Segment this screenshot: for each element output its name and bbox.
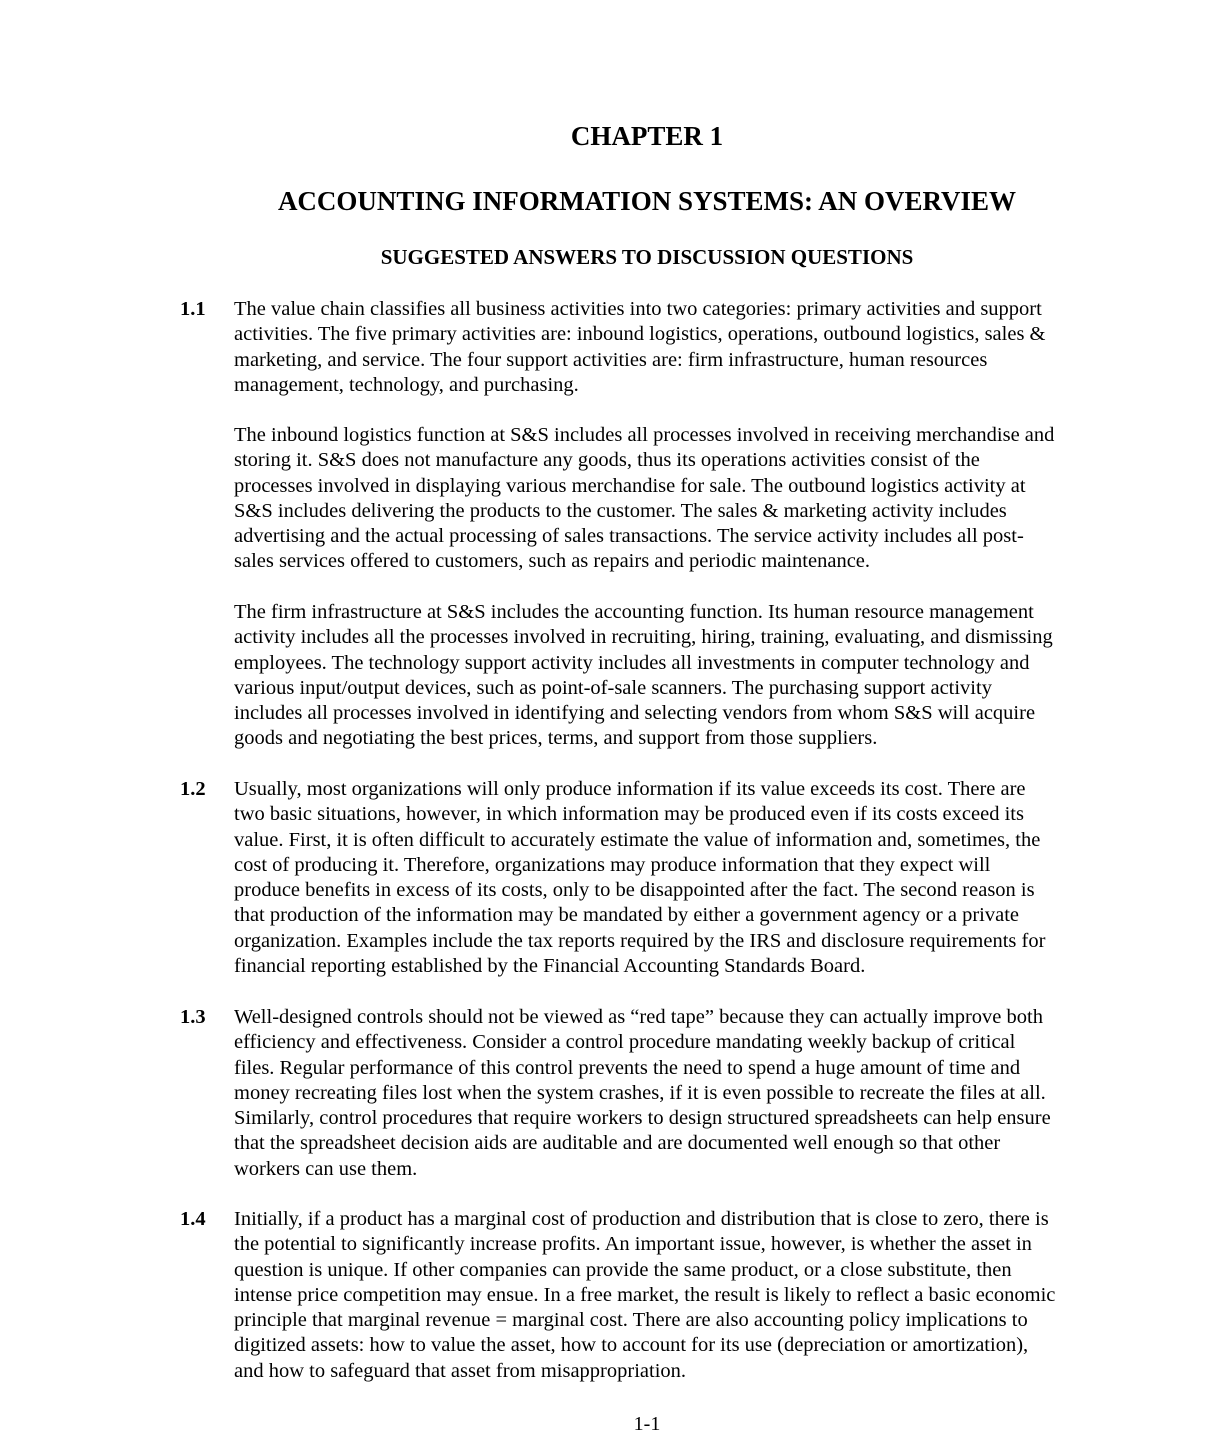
text-line: management, technology, and purchasing. (234, 373, 579, 396)
text-line: storing it. S&S does not manufacture any goods, thus its operations activities consist of the (234, 449, 980, 472)
text-line: advertising and the actual processing of sales transactions. The service activity includes all post- (234, 525, 1024, 548)
text-line: that the spreadsheet decision aids are auditable and are documented well enough so that other (234, 1132, 1001, 1155)
text-line: marketing, and service. The four support activities are: firm infrastructure, human resources (234, 348, 988, 371)
text-line: workers can use them. (234, 1157, 418, 1180)
answer-paragraph (234, 600, 1134, 752)
question-number: 1.1 (180, 298, 206, 320)
text-line: The inbound logistics function at S&S includes all processes involved in receiving merchandise and (234, 424, 1055, 446)
text-line: S&S includes delivering the products to the customer. The sales & marketing activity includes (234, 499, 1007, 522)
text-line: money recreating files lost when the system crashes, if it is even possible to recreate the files at all. (234, 1081, 1046, 1104)
text-line: the potential to significantly increase profits. An important issue, however, is whether the asset in (234, 1233, 1032, 1256)
text-line: Usually, most organizations will only produce information if its value exceeds its cost. There are (234, 778, 1026, 800)
text-line: that production of the information may be mandated by either a government agency or a private (234, 904, 1019, 927)
text-line: digitized assets: how to value the asset, how to account for its use (depreciation or amortization), (234, 1334, 1029, 1357)
text-line: efficiency and effectiveness. Consider a control procedure mandating weekly backup of critical (234, 1031, 1016, 1054)
text-line: files. Regular performance of this control prevents the need to spend a huge amount of time and (234, 1056, 1021, 1079)
question-number: 1.2 (180, 778, 206, 800)
section-subtitle: SUGGESTED ANSWERS TO DISCUSSION QUESTIONS (380, 245, 914, 269)
answer-paragraph (234, 777, 1134, 979)
text-line: Well-designed controls should not be viewed as “red tape” because they can actually improve both (234, 1006, 1043, 1028)
text-line: cost of producing it. Therefore, organizations may produce information that they expect will (234, 853, 991, 876)
answer-paragraph (234, 423, 1134, 575)
text-line: intense price competition may ensue. In a free market, the result is likely to reflect a basic economic (234, 1283, 1056, 1306)
text-line: Initially, if a product has a marginal cost of production and distribution that is close to zero, there is (234, 1208, 1049, 1230)
answer-paragraph (234, 1005, 1134, 1182)
text-line: question is unique. If other companies can provide the same product, or a close substitute, then (234, 1258, 1012, 1281)
text-line: value. First, it is often difficult to accurately estimate the value of information and, sometimes, the (234, 828, 1041, 851)
text-line: goods and negotiating the best prices, terms, and support from those suppliers. (234, 727, 878, 750)
text-line: two basic situations, however, in which information may be produced even if its costs exceed its (234, 803, 1024, 826)
text-line: includes all processes involved in identifying and selecting vendors from whom S&S will acquire (234, 702, 1036, 725)
answer-paragraph (234, 1207, 1134, 1384)
text-line: produce benefits in excess of its costs, only to be disappointed after the fact. The second reason is (234, 879, 1035, 902)
text-line: and how to safeguard that asset from misappropriation. (234, 1359, 687, 1382)
chapter-heading: CHAPTER 1 (570, 121, 724, 151)
question-number: 1.3 (180, 1006, 206, 1028)
page-number: 1-1 (633, 1413, 661, 1435)
text-line: activity includes all the processes involved in recruiting, hiring, training, evaluating, and dismissing (234, 626, 1053, 649)
chapter-title: ACCOUNTING INFORMATION SYSTEMS: AN OVERVIEW (277, 186, 1017, 216)
text-line: employees. The technology support activity includes all investments in computer technology and (234, 651, 1030, 674)
answer-paragraph (234, 297, 1134, 398)
text-line: principle that marginal revenue = marginal cost. There are also accounting policy implications to (234, 1309, 1028, 1332)
text-line: financial reporting established by the Financial Accounting Standards Board. (234, 955, 866, 978)
text-line: organization. Examples include the tax reports required by the IRS and disclosure requirements for (234, 929, 1046, 952)
text-line: The value chain classifies all business activities into two categories: primary activities and support (234, 298, 1042, 320)
text-line: The firm infrastructure at S&S includes the accounting function. Its human resource management (234, 601, 1034, 623)
text-line: Similarly, control procedures that require workers to design structured spreadsheets can help ensure (234, 1107, 1051, 1130)
question-number: 1.4 (180, 1208, 206, 1230)
text-line: processes involved in displaying various merchandise for sale. The outbound logistics activity at (234, 474, 1026, 497)
text-line: activities. The five primary activities are: inbound logistics, operations, outbound logistics, sales & (234, 323, 1046, 346)
text-line: various input/output devices, such as point-of-sale scanners. The purchasing support activity (234, 676, 992, 699)
text-line: sales services offered to customers, such as repairs and periodic maintenance. (234, 550, 871, 573)
